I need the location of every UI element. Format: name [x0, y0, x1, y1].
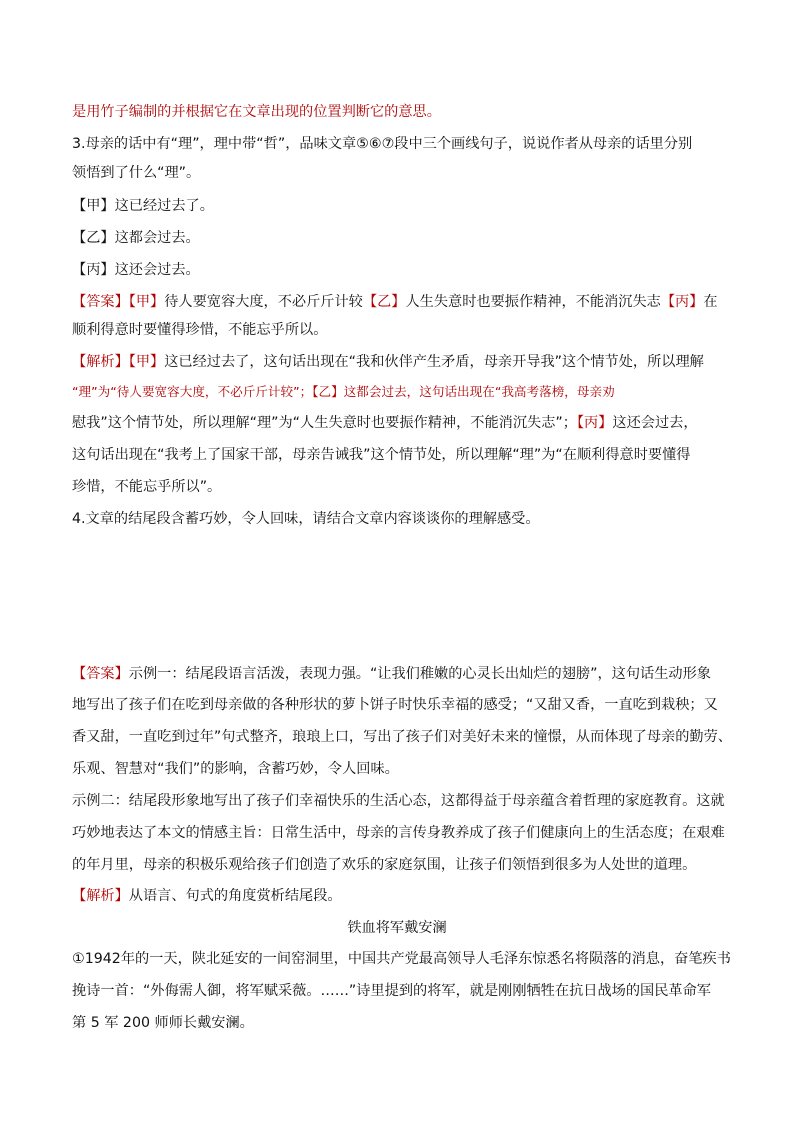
- q4-answer-line-5: 示例二：结尾段形象地写出了孩子们幸福快乐的生活心态，这都得益于母亲蕴含着哲理的家庭教育。这就: [72, 793, 725, 809]
- answer-bing-text: 在: [703, 294, 718, 310]
- q3-analysis-line-4: 这句话出现在“我考上了国家干部，母亲告诫我”这个情节处，所以理解“理”为“在顺利得意时要懂得: [72, 447, 691, 463]
- option-yi: [72, 228, 200, 248]
- article-line-2: 挽诗一首：“外侮需人御，将军赋采薇。……”诗里提到的将军，就是刚刚牺牲在抗日战场的国民革命军: [72, 983, 711, 999]
- q3-analysis-line-3: [72, 413, 698, 433]
- q4-answer-line-4: 乐观、智慧对“我们”的影响，含蓄巧妙，令人回味。: [72, 761, 399, 777]
- article-line-1: ①1942年的一天，陕北延安的一间窑洞里，中国共产党最高领导人毛泽东惊悉名将陨落的消息，奋笔疾书: [72, 951, 731, 967]
- analysis-line-2-b: 这都会过去，这句话出现在“我高考落榜，母亲劝: [343, 384, 615, 399]
- q4-answer-line-7: 的年月里，母亲的积极乐观给孩子们创造了欢乐的家庭氛围，让孩子们领悟到很多为人处世的道理。: [72, 857, 697, 873]
- analysis-line-1-text: 这已经过去了，这句话出现在“我和伙伴产生矛盾，母亲开导我”这个情节处，所以理解: [164, 354, 704, 370]
- article-title: 铁血将军戴安澜: [347, 920, 447, 936]
- q4-analysis-text: 从语言、句式的角度赏析结尾段。: [128, 888, 342, 904]
- analysis-yi-mark: 【乙】: [312, 384, 344, 399]
- option-jia: [72, 196, 214, 216]
- question-3-line-1: 3.母亲的话中有“理”，理中带“哲”，品味文章⑤⑥⑦段中三个画线句子，说说作者从母亲的话里分别: [72, 136, 693, 152]
- option-yi-text: 这都会过去。: [114, 230, 200, 246]
- answer-yi-text: 人生失意时也要振作精神，不能消沉失志: [405, 294, 661, 310]
- analysis-bing-mark: 【丙】: [576, 415, 613, 431]
- option-jia-text: 这已经过去了。: [114, 198, 214, 214]
- q3-analysis-line-1: [72, 352, 704, 372]
- q4-answer-line-1: [72, 664, 711, 684]
- q3-analysis-line-5: 珍惜，不能忘乎所以”。: [72, 479, 222, 495]
- q4-analysis: [72, 886, 342, 906]
- q4-answer-line-1-text: 示例一：结尾段语言活泼，表现力强。“让我们稚嫩的心灵长出灿烂的翅膀”，这句话生动形象: [128, 666, 711, 682]
- article-line-3: 第 5 军 200 师师长戴安澜。: [72, 1015, 254, 1031]
- q4-analysis-label: 【解析】: [72, 888, 129, 904]
- q3-analysis-line-2: [72, 382, 615, 402]
- option-bing-text: 这还会过去。: [114, 262, 200, 278]
- answer-yi-mark: 【乙】: [362, 294, 406, 310]
- question-3-line-2: 领悟到了什么“理”。: [72, 165, 201, 181]
- analysis-jia-mark: 【甲】: [128, 354, 165, 370]
- answer-bing-mark: 【丙】: [660, 294, 704, 310]
- analysis-line-3-a: 慰我”这个情节处，所以理解“理”为“人生失意时也要振作精神，不能消沉失志”；: [72, 415, 577, 431]
- q3-answer-line-2: 顺利得意时要懂得珍惜，不能忘乎所以。: [72, 322, 328, 338]
- q4-answer-label: 【答案】: [72, 666, 129, 682]
- analysis-label: 【解析】: [72, 354, 129, 370]
- option-jia-mark: 【甲】: [72, 198, 115, 214]
- option-bing-mark: 【丙】: [72, 262, 115, 278]
- answer-label: 【答案】: [72, 294, 129, 310]
- option-bing: [72, 260, 200, 280]
- answer-jia-mark: 【甲】: [128, 294, 165, 310]
- q4-answer-line-3: 香又甜，一直吃到过年”句式整齐，琅琅上口，写出了孩子们对美好未来的憧憬，从而体现了母亲的勤劳、: [72, 729, 732, 745]
- q3-answer-line-1: [72, 292, 718, 312]
- analysis-line-3-b: 这还会过去，: [612, 415, 698, 431]
- q4-answer-line-2: 地写出了孩子们在吃到母亲做的各种形状的萝卜饼子时快乐幸福的感受；“又甜又香，一直吃到栽秧；又: [72, 697, 718, 713]
- option-yi-mark: 【乙】: [72, 230, 115, 246]
- answer-jia-text: 待人要宽容大度，不必斤斤计较: [164, 294, 363, 310]
- analysis-line-2-a: “理”为“待人要宽容大度，不必斤斤计较”；: [72, 384, 313, 399]
- question-4: 4.文章的结尾段含蓄巧妙，令人回味，请结合文章内容谈谈你的理解感受。: [72, 511, 540, 527]
- q2-answer-tail: 是用竹子编制的并根据它在文章出现的位置判断它的意思。: [72, 104, 441, 120]
- q4-answer-line-6: 巧妙地表达了本文的情感主旨：日常生活中，母亲的言传身教养成了孩子们健康向上的生活态度；在艰难: [72, 825, 725, 841]
